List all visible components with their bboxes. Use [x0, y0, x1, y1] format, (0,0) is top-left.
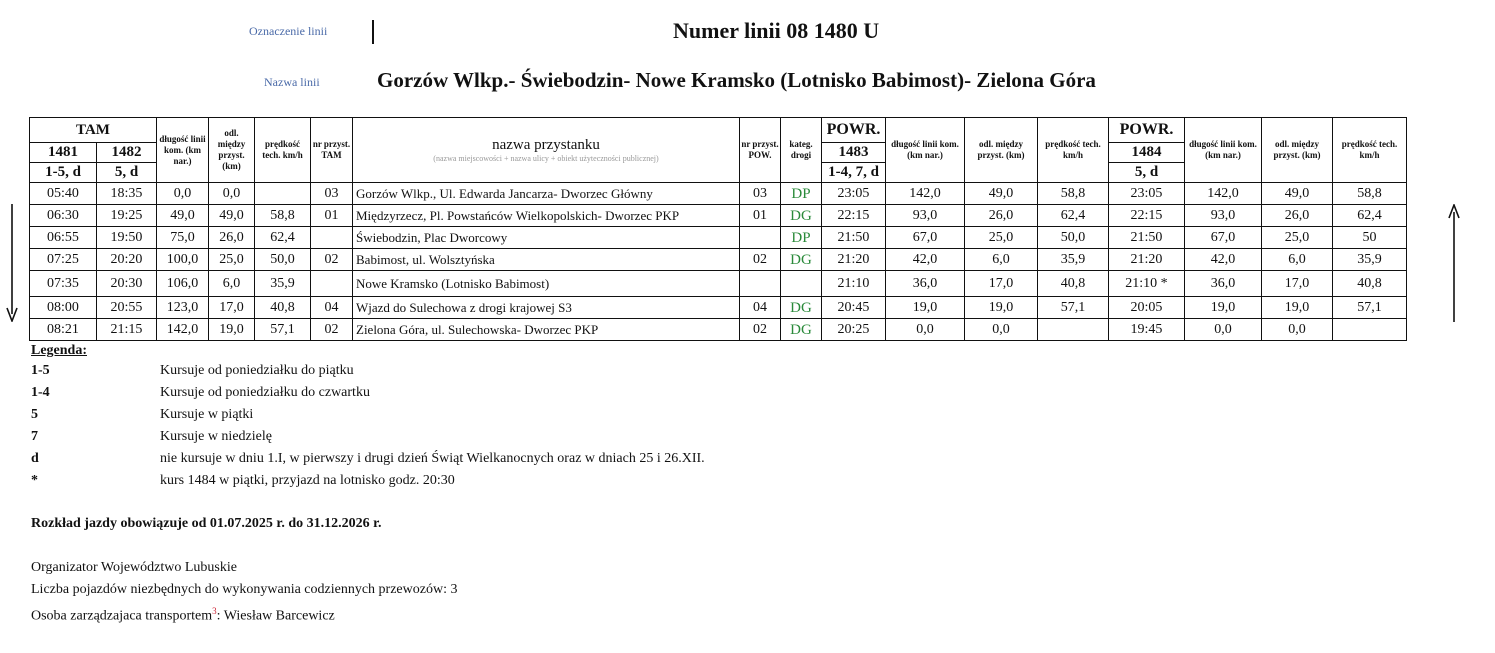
cell-speed2: 50,0: [1038, 227, 1109, 249]
cell-t1483: 20:25: [822, 319, 886, 341]
cell-nr-tam: 02: [311, 249, 353, 271]
cell-nr-pow: [740, 227, 781, 249]
cell-cat: DG: [781, 297, 822, 319]
table-row: [30, 183, 1407, 205]
cell-dist2: 6,0: [965, 249, 1038, 271]
line-name: Gorzów Wlkp.- Świebodzin- Nowe Kramsko (Lotnisko Babimost)- Zielona Góra: [377, 68, 1096, 92]
header-separator: [372, 20, 374, 44]
cell-nr-pow: 02: [740, 249, 781, 271]
cell-speed: 40,8: [255, 297, 311, 319]
cell-len3: 93,0: [1185, 205, 1262, 227]
cell-nr-pow: 02: [740, 319, 781, 341]
road-category-header: kateg. drogi: [781, 118, 822, 183]
powr2-header: POWR.: [1109, 118, 1185, 143]
manager-name: : Wiesław Barcewicz: [216, 608, 335, 624]
cell-t1483: 21:50: [822, 227, 886, 249]
arrow-up-icon: [1448, 204, 1460, 322]
cell-speed3: 35,9: [1333, 249, 1407, 271]
cell-len2: 42,0: [886, 249, 965, 271]
legend-code: 1-5: [31, 363, 50, 378]
cell-len: 100,0: [157, 249, 209, 271]
cell-t1482: 21:15: [97, 319, 157, 341]
cell-speed2: 58,8: [1038, 183, 1109, 205]
cell-t1481: 07:25: [30, 249, 97, 271]
table-row: [30, 205, 1407, 227]
manager-label: Osoba zarządzajaca transportem: [31, 608, 213, 624]
cell-dist: 26,0: [209, 227, 255, 249]
legend-text: Kursuje od poniedziałku do czwartku: [160, 385, 370, 400]
cell-t1483: 20:45: [822, 297, 886, 319]
cell-dist3: 49,0: [1262, 183, 1333, 205]
cell-len3: 42,0: [1185, 249, 1262, 271]
cell-len2: 0,0: [886, 319, 965, 341]
cell-t1484: 21:10 *: [1109, 271, 1185, 297]
cell-t1481: 08:00: [30, 297, 97, 319]
cell-t1484: 19:45: [1109, 319, 1185, 341]
legend-text: kurs 1484 w piątki, przyjazd na lotnisko godz. 20:30: [160, 473, 455, 488]
cell-t1481: 06:30: [30, 205, 97, 227]
cell-t1483: 21:20: [822, 249, 886, 271]
cell-len: 142,0: [157, 319, 209, 341]
line-number-title: Numer linii 08 1480 U: [673, 18, 880, 43]
speed-header: prędkość tech. km/h: [255, 118, 311, 183]
table-row: [30, 249, 1407, 271]
cell-dist: 17,0: [209, 297, 255, 319]
distance3-header: odl. między przyst. (km): [1262, 118, 1333, 183]
cell-dist: 25,0: [209, 249, 255, 271]
days-1483: 1-4, 7, d: [822, 163, 886, 183]
cell-name: Wjazd do Sulechowa z drogi krajowej S3: [353, 297, 740, 319]
cell-t1482: 20:20: [97, 249, 157, 271]
cell-nr-tam: [311, 227, 353, 249]
cell-speed2: 57,1: [1038, 297, 1109, 319]
cell-speed3: 40,8: [1333, 271, 1407, 297]
cell-nr-tam: 03: [311, 183, 353, 205]
cell-dist3: 6,0: [1262, 249, 1333, 271]
stop-number-tam-header: nr przyst. TAM: [311, 118, 353, 183]
legend-code: 5: [31, 407, 38, 422]
cell-len3: 19,0: [1185, 297, 1262, 319]
days-1481: 1-5, d: [30, 163, 97, 183]
cell-nr-tam: 02: [311, 319, 353, 341]
length-header: długość linii kom. (km nar.): [157, 118, 209, 183]
legend-title: Legenda:: [31, 343, 87, 358]
line-designation-label: Oznaczenie linii: [249, 24, 328, 38]
cell-name: Nowe Kramsko (Lotnisko Babimost): [353, 271, 740, 297]
cell-speed3: 62,4: [1333, 205, 1407, 227]
cell-len: 123,0: [157, 297, 209, 319]
cell-dist3: 19,0: [1262, 297, 1333, 319]
distance2-header: odl. między przyst. (km): [965, 118, 1038, 183]
cell-dist2: 25,0: [965, 227, 1038, 249]
line-name-label: Nazwa linii: [264, 75, 320, 89]
cell-len: 106,0: [157, 271, 209, 297]
cell-dist: 49,0: [209, 205, 255, 227]
cell-dist: 19,0: [209, 319, 255, 341]
cell-cat: [781, 271, 822, 297]
cell-speed2: 40,8: [1038, 271, 1109, 297]
cell-cat: DG: [781, 319, 822, 341]
course-1484: 1484: [1109, 143, 1185, 163]
distance-header: odl. między przyst. (km): [209, 118, 255, 183]
cell-name: Babimost, ul. Wolsztyńska: [353, 249, 740, 271]
cell-t1482: 19:50: [97, 227, 157, 249]
powr-header: POWR.: [822, 118, 886, 143]
cell-name: Zielona Góra, ul. Sulechowska- Dworzec PKP: [353, 319, 740, 341]
cell-dist3: 17,0: [1262, 271, 1333, 297]
cell-speed: 62,4: [255, 227, 311, 249]
cell-speed2: [1038, 319, 1109, 341]
cell-t1482: 20:55: [97, 297, 157, 319]
cell-len3: 36,0: [1185, 271, 1262, 297]
days-1482: 5, d: [97, 163, 157, 183]
cell-t1481: 08:21: [30, 319, 97, 341]
cell-dist2: 19,0: [965, 297, 1038, 319]
cell-t1482: 18:35: [97, 183, 157, 205]
speed3-header: prędkość tech. km/h: [1333, 118, 1407, 183]
cell-speed3: [1333, 319, 1407, 341]
cell-t1482: 20:30: [97, 271, 157, 297]
cell-dist3: 25,0: [1262, 227, 1333, 249]
table-row: [30, 227, 1407, 249]
cell-len: 75,0: [157, 227, 209, 249]
timetable: [29, 117, 1407, 341]
cell-t1481: 05:40: [30, 183, 97, 205]
legend-text: Kursuje od poniedziałku do piątku: [160, 363, 354, 378]
arrow-down-icon: [6, 204, 18, 322]
length2-header: długość linii kom. (km nar.): [886, 118, 965, 183]
cell-len3: 67,0: [1185, 227, 1262, 249]
cell-speed: 35,9: [255, 271, 311, 297]
course-1482: 1482: [97, 143, 157, 163]
cell-cat: DG: [781, 249, 822, 271]
speed2-header: prędkość tech. km/h: [1038, 118, 1109, 183]
cell-t1481: 06:55: [30, 227, 97, 249]
cell-name: Gorzów Wlkp., Ul. Edwarda Jancarza- Dworzec Główny: [353, 183, 740, 205]
cell-nr-tam: 04: [311, 297, 353, 319]
legend-code: 1-4: [31, 385, 50, 400]
cell-t1484: 21:20: [1109, 249, 1185, 271]
cell-cat: DP: [781, 227, 822, 249]
legend-code: *: [31, 473, 38, 488]
cell-t1483: 23:05: [822, 183, 886, 205]
cell-speed: 57,1: [255, 319, 311, 341]
cell-name: Międzyrzecz, Pl. Powstańców Wielkopolskich- Dworzec PKP: [353, 205, 740, 227]
table-row: [30, 297, 1407, 319]
course-1481: 1481: [30, 143, 97, 163]
cell-speed: 58,8: [255, 205, 311, 227]
cell-speed: 50,0: [255, 249, 311, 271]
cell-nr-pow: 04: [740, 297, 781, 319]
cell-dist2: 26,0: [965, 205, 1038, 227]
vehicle-count: Liczba pojazdów niezbędnych do wykonywania codziennych przewozów: 3: [31, 582, 458, 597]
legend-text: Kursuje w niedzielę: [160, 429, 272, 444]
cell-dist: 6,0: [209, 271, 255, 297]
cell-speed2: 62,4: [1038, 205, 1109, 227]
cell-nr-tam: [311, 271, 353, 297]
cell-speed: [255, 183, 311, 205]
cell-len2: 19,0: [886, 297, 965, 319]
cell-nr-pow: 01: [740, 205, 781, 227]
cell-t1484: 22:15: [1109, 205, 1185, 227]
length3-header: długość linii kom. (km nar.): [1185, 118, 1262, 183]
cell-speed2: 35,9: [1038, 249, 1109, 271]
legend-code: 7: [31, 429, 38, 444]
cell-dist: 0,0: [209, 183, 255, 205]
cell-len2: 93,0: [886, 205, 965, 227]
table-row: [30, 271, 1407, 297]
cell-dist3: 26,0: [1262, 205, 1333, 227]
cell-t1482: 19:25: [97, 205, 157, 227]
cell-speed3: 57,1: [1333, 297, 1407, 319]
cell-len3: 0,0: [1185, 319, 1262, 341]
cell-speed3: 50: [1333, 227, 1407, 249]
cell-nr-pow: [740, 271, 781, 297]
legend-text: Kursuje w piątki: [160, 407, 254, 422]
cell-nr-pow: 03: [740, 183, 781, 205]
table-row: [30, 319, 1407, 341]
cell-t1481: 07:35: [30, 271, 97, 297]
cell-t1484: 21:50: [1109, 227, 1185, 249]
cell-len3: 142,0: [1185, 183, 1262, 205]
cell-len: 0,0: [157, 183, 209, 205]
cell-nr-tam: 01: [311, 205, 353, 227]
manager-footnote: 3: [212, 606, 217, 616]
cell-dist2: 49,0: [965, 183, 1038, 205]
cell-len: 49,0: [157, 205, 209, 227]
days-1484: 5, d: [1109, 163, 1185, 183]
cell-t1483: 21:10: [822, 271, 886, 297]
cell-speed3: 58,8: [1333, 183, 1407, 205]
validity-note: Rozkład jazdy obowiązuje od 01.07.2025 r. do 31.12.2026 r.: [31, 516, 382, 531]
cell-t1483: 22:15: [822, 205, 886, 227]
stop-number-pow-header: nr przyst. POW.: [740, 118, 781, 183]
organizer: Organizator Województwo Lubuskie: [31, 560, 237, 575]
transport-manager: [31, 606, 335, 625]
cell-dist2: 0,0: [965, 319, 1038, 341]
legend-code: d: [31, 451, 39, 466]
cell-name: Świebodzin, Plac Dworcowy: [353, 227, 740, 249]
cell-t1484: 23:05: [1109, 183, 1185, 205]
course-1483: 1483: [822, 143, 886, 163]
cell-dist2: 17,0: [965, 271, 1038, 297]
stop-name-header: nazwa przystanku (nazwa miejscowości + nazwa ulicy + obiekt użyteczności publicznej): [353, 118, 740, 183]
cell-t1484: 20:05: [1109, 297, 1185, 319]
legend-text: nie kursuje w dniu 1.I, w pierwszy i drugi dzień Świąt Wielkanocnych oraz w dniach 25 i 26.XII.: [160, 451, 705, 466]
tam-header: TAM: [30, 118, 157, 143]
cell-len2: 67,0: [886, 227, 965, 249]
cell-dist3: 0,0: [1262, 319, 1333, 341]
cell-len2: 142,0: [886, 183, 965, 205]
cell-cat: DG: [781, 205, 822, 227]
cell-len2: 36,0: [886, 271, 965, 297]
cell-cat: DP: [781, 183, 822, 205]
